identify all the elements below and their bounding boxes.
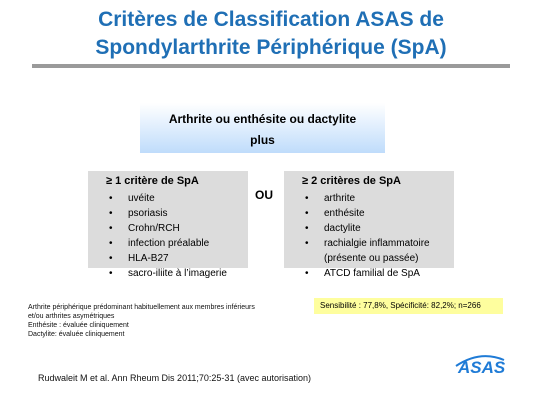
list-item-label: rachialgie inflammatoire (présente ou passée) xyxy=(324,238,430,264)
bullet-icon: • xyxy=(305,268,309,279)
list-item xyxy=(88,251,227,266)
list-item-label: ATCD familial de SpA xyxy=(324,268,420,279)
sensitivity-specificity-note: Sensibilité : 77,8%, Spécificité: 82,2%; n=266 xyxy=(314,298,503,314)
bullet-icon: • xyxy=(305,223,309,234)
list-item-label: arthrite xyxy=(324,193,356,204)
list-item-label: HLA-B27 xyxy=(128,253,169,264)
list-item xyxy=(88,266,227,281)
list-item-label: Crohn/RCH xyxy=(128,223,180,234)
bullet-icon: • xyxy=(109,238,113,249)
right-criteria-box xyxy=(284,171,454,279)
slide-title xyxy=(0,6,542,62)
list-item-label: sacro-iliite à l’imagerie xyxy=(128,268,227,279)
list-item-label: dactylite xyxy=(324,223,361,234)
footnotes xyxy=(28,303,255,339)
footnote-line: Enthésite : évaluée cliniquement xyxy=(28,322,129,329)
bullet-icon: • xyxy=(305,238,309,249)
logo-text: ASAS xyxy=(458,358,506,377)
right-criteria-heading: ≥ 2 critères de SpA xyxy=(302,175,401,187)
or-connector: OU xyxy=(255,188,273,202)
list-item xyxy=(284,221,454,236)
bullet-icon: • xyxy=(305,208,309,219)
list-item xyxy=(284,236,454,266)
list-item xyxy=(88,191,227,206)
list-item xyxy=(88,221,227,236)
list-item xyxy=(284,266,454,281)
entry-criteria-text: Arthrite ou enthésite ou dactylite xyxy=(168,112,357,126)
bullet-icon: • xyxy=(109,223,113,234)
bullet-icon: • xyxy=(109,253,113,264)
list-item xyxy=(284,191,454,206)
right-criteria-list xyxy=(284,191,454,281)
title-line-2: Spondylarthrite Périphérique (SpA) xyxy=(95,36,447,59)
list-item-label: uvéite xyxy=(128,193,155,204)
left-criteria-list xyxy=(88,191,227,281)
list-item-label: enthésite xyxy=(324,208,365,219)
asas-logo xyxy=(458,358,505,378)
bullet-icon: • xyxy=(305,193,309,204)
footnote-line: Dactylite: évaluée cliniquement xyxy=(28,331,125,338)
bullet-icon: • xyxy=(109,268,113,279)
list-item-label: infection préalable xyxy=(128,238,210,249)
title-divider xyxy=(32,64,510,68)
logo-swoosh-icon xyxy=(454,354,506,368)
left-criteria-box xyxy=(88,171,248,279)
left-criteria-heading: ≥ 1 critère de SpA xyxy=(106,175,199,187)
footnote-line: Arthrite périphérique prédominant habituellement aux membres inférieurs xyxy=(28,304,255,311)
title-line-1: Critères de Classification ASAS de xyxy=(98,8,444,31)
bullet-icon: • xyxy=(109,208,113,219)
reference-citation: Rudwaleit M et al. Ann Rheum Dis 2011;70:25-31 (avec autorisation) xyxy=(38,373,311,383)
list-item-label: psoriasis xyxy=(128,208,168,219)
list-item xyxy=(88,236,227,251)
list-item xyxy=(284,206,454,221)
bullet-icon: • xyxy=(109,193,113,204)
footnote-line: et/ou arthrites asymétriques xyxy=(28,313,115,320)
entry-criteria-box xyxy=(140,103,385,153)
plus-label: plus xyxy=(250,133,275,147)
list-item xyxy=(88,206,227,221)
